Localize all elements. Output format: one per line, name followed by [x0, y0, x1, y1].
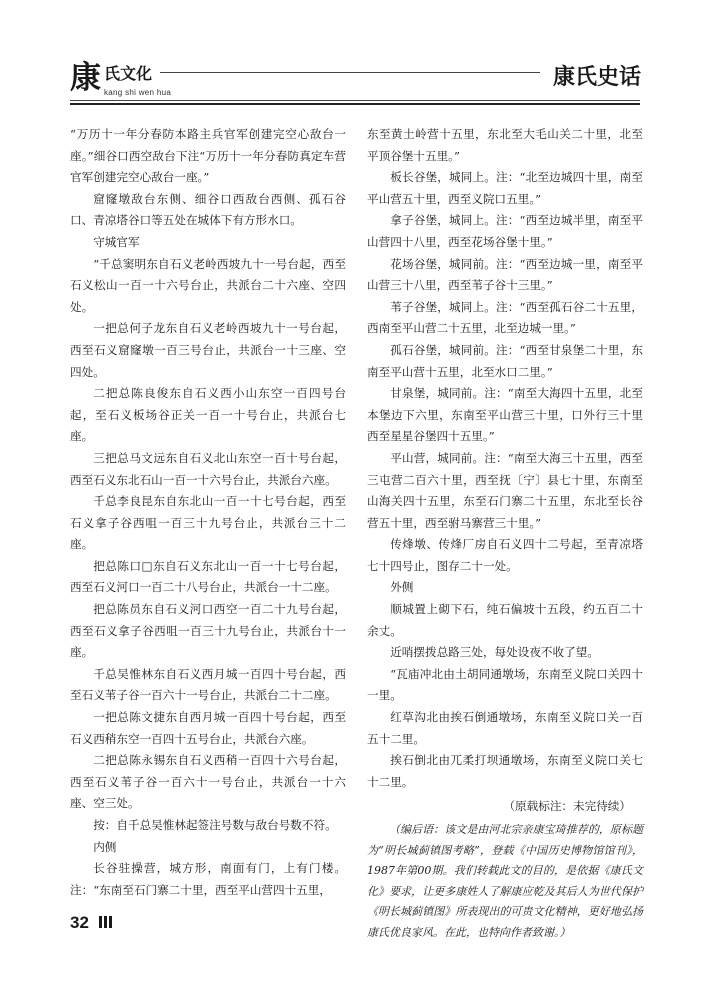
source-credit: （原载标注：未完待续） — [503, 799, 631, 814]
page-number-bars-icon — [99, 913, 114, 932]
left-column — [70, 124, 346, 901]
paragraph: 红草沟北由挨石倒通墩场，东南至义院口关一百五十二里。 — [367, 710, 643, 746]
subheading-outer: 外侧 — [390, 580, 414, 595]
paragraph: 平山营，城同前。注：“南至大海三十五里，西至三屯营二百六十里，西至抚〔宁〕县七十里，东南至山海关四十五里，东至石门寨二十五里，东北至长谷营五十里，西至驸马寨营三十里。” — [367, 450, 643, 530]
page-header — [0, 0, 703, 110]
paragraph: 二把总陈永锡东自石义西稍一百四十六号台起，西至石义苇子谷一百六十一号台止，共派台一十六座、空三处。 — [70, 753, 346, 811]
paragraph: 近哨摆拨总路三处，每处设夜不收了望。 — [390, 645, 599, 660]
paragraph: 把总陈口□东自石义东北山一百一十七号台起，西至石义河口一百二十八号台止，共派台一十二座。 — [70, 558, 346, 595]
paragraph: 三把总马文远东自石义北山东空一百十号台起，西至石义东北石山一百一十六号台止，共派台六座。 — [70, 450, 346, 487]
brand-logo-char: 康 — [70, 60, 101, 96]
paragraph: 挨石倒北由兀柔打坝通墩场，东南至义院口关七十二里。 — [367, 753, 643, 789]
paragraph: 拿子谷堡，城同上。注：“西至边城半里，南至平山营四十八里，西至花场谷堡十里。” — [367, 213, 643, 249]
paragraph: 孤石谷堡，城同前。注：“西至甘泉堡二十里，东南至平山营十五里，北至水口二里。” — [367, 342, 643, 379]
brand-name: 氏文化 — [104, 64, 153, 83]
brand-pinyin: kang shi wen hua — [104, 88, 172, 97]
paragraph: 千总李良昆东自东北山一百一十七号台起，西至石义拿子谷西咀一百三十九号台止，共派台三十二座。 — [70, 494, 346, 552]
page-number: 32 — [70, 913, 89, 932]
paragraph: 窟窿墩敌台东侧、细谷口西敌台西侧、孤石谷口、青凉塔谷口等五处在城体下有方形水口。 — [70, 191, 346, 228]
paragraph: 长谷驻操营，城方形，南面有门，上有门楼。注：“东南至石门寨二十里，西至平山营四十五里， — [70, 861, 346, 897]
paragraph: “万历十一年分春防本路主兵官军创建完空心敌台一座。”细谷口西空敌台下注“万历十一年分春防真定车营官军创建完空心敌台一座。” — [70, 127, 346, 185]
paragraph: 把总陈员东自石义河口西空一百二十九号台起，西至石义拿子谷西咀一百三十九号台止，共派台十一座。 — [70, 602, 346, 660]
paragraph: 甘泉堡，城同前。注：“南至大海四十五里，北至本堡边下六里，东南至平山营三十里，口外行三十里西至星星谷堡四十五里。” — [367, 386, 643, 444]
right-column — [367, 124, 643, 944]
paragraph: 传烽墩、传烽厂房自石义四十二号起，至青凉塔七十四号止，图存二十一处。 — [367, 537, 643, 573]
paragraph: 苇子谷堡，城同上。注：“西至孤石谷二十五里，西南至平山营二十五里，北至边城一里。” — [367, 299, 643, 336]
paragraph: 花场谷堡，城同前。注：“西至边城一里，南至平山营三十八里，西至苇子谷十三里。” — [367, 256, 643, 293]
subheading-inner: 内侧 — [93, 839, 117, 854]
paragraph: 千总吴惟林东自石义西月城一百四十号台起，西至石义苇子谷一百六十一号台止，共派台二十二座。 — [70, 666, 346, 703]
header-rule-thick — [70, 103, 640, 105]
paragraph: 板长谷堡，城同上。注：“北至边城四十里，南至平山营五十里，西至义院口五里。” — [367, 170, 643, 206]
paragraph: “瓦庙冲北由土胡同通墩场，东南至义院口关四十一里。 — [367, 666, 643, 703]
subheading-guards: 守城官军 — [93, 234, 140, 249]
paragraph: “千总窦明东自石义老岭西坡九十一号台起，西至石义松山一百一十六号台止，共派台二十六座、空四处。 — [70, 256, 346, 314]
editor-note: （编后语：该文是由河北宗亲康宝琦推荐的，原标题为“明长城蓟镇图考略”，登载《中国历史博物馆馆刊》，1987年第00期。我们转载此文的目的，是依据《康氏文化》要求，让更多康姓人了解康应乾及其后人为世代保护《明长城蓟镇图》所表现出的可贵文化精神，更好地弘扬康氏优良家风。在此，也特向作者致谢。） — [367, 823, 643, 939]
header-rule-bottom — [70, 100, 640, 101]
paragraph: 一把总何子龙东自石义老岭西坡九十一号台起，西至石义窟窿墩一百三号台止，共派台一十三座、空四处。 — [70, 321, 346, 379]
paragraph: 东至黄土岭营十五里，东北至大毛山关二十里，北至平顶谷堡十五里。” — [367, 127, 643, 163]
paragraph: 按：自千总吴惟林起签注号数与敌台号数不符。 — [93, 818, 337, 832]
paragraph: 二把总陈良俊东自石义西小山东空一百四号台起，至石义板场谷正关一百一十号台止，共派台七座。 — [70, 386, 346, 444]
section-title: 康氏史话 — [552, 64, 641, 90]
header-rule-top — [160, 72, 540, 73]
paragraph: 顺城置上砌下石，纯石偏坡十五段，约五百二十余丈。 — [367, 602, 643, 638]
page-footer — [70, 912, 114, 932]
paragraph: 一把总陈文捷东自西月城一百四十号台起，西至石义西稍东空一百四十五号台止，共派台六座。 — [70, 710, 346, 746]
